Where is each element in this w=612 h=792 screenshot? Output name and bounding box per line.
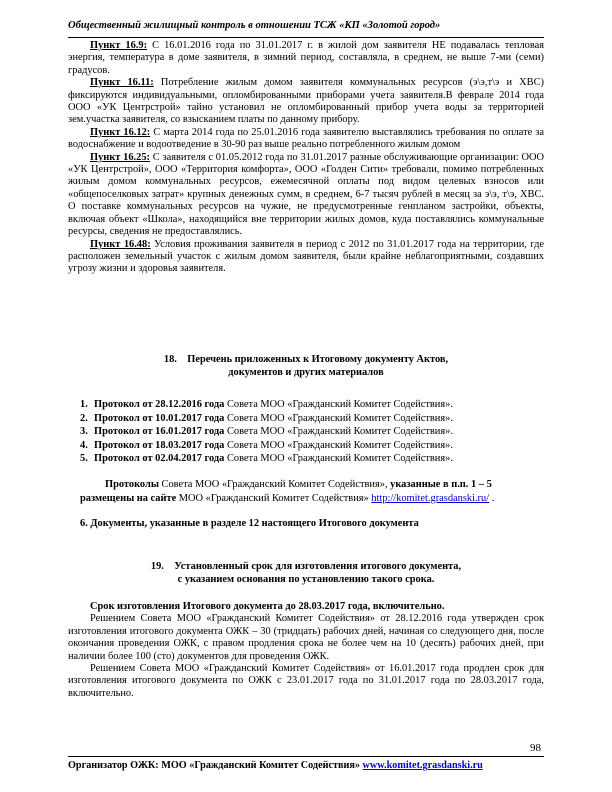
paragraph-16-12 <box>68 127 544 152</box>
list-item <box>80 412 544 426</box>
punkt-text: Условия проживания заявителя в период с 2012 по 31.01.2017 года на территории, где расположен земельный участок с жилым домом заявителя, были крайне неблагоприятными, создавших угрозу жизни и здоровья заявителя. <box>68 238 545 275</box>
protocols-list <box>80 398 544 466</box>
documents-line: 6. Документы, указанные в разделе 12 настоящего Итогового документа <box>80 518 419 529</box>
punkt-label: Пункт 16.12: <box>90 126 151 138</box>
punkt-text: С 16.01.2016 года по 31.01.2017 г. в жилой дом заявителя НЕ подавалась тепловая энергия, температура в доме заявителя, в зимний период, составляла, в среднем, не выше 7-ми (семи) градусов. <box>68 40 544 76</box>
protocol-issuer: Совета МОО «Гражданский Комитет Содействия». <box>224 426 453 438</box>
footer-text: Организатор ОЖК: МОО «Гражданский Комитет Содействия» <box>68 760 363 771</box>
punkt-label: Пункт 16.25: <box>90 151 150 163</box>
section-number: 19. <box>150 561 164 572</box>
protocol-date: Протокол от 10.01.2017 года <box>94 412 225 424</box>
punkt-label: Пункт 16.9: <box>90 40 148 51</box>
list-item <box>80 452 544 466</box>
note-text: МОО «Гражданский Комитет Содействия» <box>176 492 372 504</box>
protocol-date: Протокол от 02.04.2017 года <box>94 453 225 465</box>
page-footer <box>68 760 544 771</box>
punkt-label: Пункт 16.48: <box>90 238 151 250</box>
punkt-label: Пункт 16.11: <box>90 77 154 89</box>
protocol-issuer: Совета МОО «Гражданский Комитет Содействия». <box>224 453 453 465</box>
punkt-text: Потребление жилым домом заявителя коммунальных ресурсов (э\э,т\э и ХВС) фиксируются индивидуальными, опломбированными приборами учета заявителя.В феврале 2014 года ООО «УК Центрстрой» тайно установил не опломбированный прибор учета воды за территорией зем.участка заявителя, со взысканием платы по данному прибору. <box>68 77 544 126</box>
section-19-heading <box>68 560 544 586</box>
list-number: 2. <box>80 412 88 424</box>
section-title-line <box>68 560 544 573</box>
section-title-text: Перечень приложенных к Итоговому документу Актов, <box>187 354 449 365</box>
deadline-paragraph: Решением Совета МОО «Гражданский Комитет Содействия» от 28.12.2016 года утвержден срок изготовления итогового документа ОЖК – 30 (тридцать) рабочих дней, начиная со следующего дня, после окончания проведения ОЖК, с правом продления срока не более чем на 10 (десять) рабочих дней, при наличии более 100 (сто) документов для проведения ОЖК. <box>68 613 544 662</box>
komitet-site-link[interactable]: http://komitet.grasdanski.ru/ <box>371 492 490 504</box>
protocol-date: Протокол от 28.12.2016 года <box>94 399 225 410</box>
section-number: 18. <box>163 354 177 365</box>
paragraph-16-9 <box>68 40 544 77</box>
findings-section <box>68 40 544 276</box>
section-title-text: Установленный срок для изготовления итогового документа, <box>174 561 462 572</box>
protocol-issuer: Совета МОО «Гражданский Комитет Содействия». <box>224 439 453 451</box>
section-title-line: с указанием основания по установлению такого срока. <box>177 574 435 585</box>
footer-divider <box>68 756 544 757</box>
paragraph-16-48 <box>68 239 544 276</box>
protocol-issuer: Совета МОО «Гражданский Комитет Содействия». <box>224 399 453 410</box>
punkt-text: С марта 2014 года по 25.01.2016 года заявителю выставлялись требования по оплате за водоснабжение и водоотведение в 30-90 раз выше реально потребленного жилым домом <box>68 126 544 151</box>
list-number: 4. <box>80 439 88 451</box>
section-title-line <box>68 353 544 366</box>
page-number: 98 <box>530 742 541 754</box>
note-tail: . <box>489 492 495 504</box>
list-item <box>80 425 544 439</box>
list-number: 5. <box>80 453 88 465</box>
note-bold: указанные в п.п. 1 – 5 размещены на сайте <box>80 479 492 504</box>
note-text: Совета МОО «Гражданский Комитет Содействия», <box>158 479 388 490</box>
section-19-body <box>68 601 544 700</box>
list-item <box>80 439 544 453</box>
header-divider <box>68 37 544 38</box>
section-18-heading <box>68 353 544 379</box>
protocol-date: Протокол от 18.03.2017 года <box>94 439 225 451</box>
list-item <box>80 398 544 412</box>
deadline-paragraph: Решением Совета МОО «Гражданский Комитет Содействия» от 16.01.2017 года продлен срок для изготовления итогового документа по ОЖК с 23.01.2017 года по 31.01.2017 года по 28.03.2017 года, включительно. <box>68 663 544 699</box>
protocol-issuer: Совета МОО «Гражданский Комитет Содействия». <box>224 412 453 424</box>
page-header: Общественный жилищный контроль в отношении ТСЖ «КП «Золотой город» <box>68 20 441 31</box>
list-number: 1. <box>80 399 88 410</box>
paragraph-16-11 <box>68 77 544 127</box>
footer-site-link[interactable]: www.komitet.grasdanski.ru <box>362 760 483 771</box>
list-number: 3. <box>80 426 88 438</box>
section-title-line: документов и других материалов <box>228 367 384 378</box>
note-bold: Протоколы <box>105 479 159 490</box>
protocol-date: Протокол от 16.01.2017 года <box>94 426 225 438</box>
paragraph-16-25 <box>68 152 544 239</box>
protocols-note <box>80 478 544 505</box>
punkt-text: С заявителя с 01.05.2012 года по 31.01.2017 разные обслуживающие организации: ООО «УК Центрстрой», ООО «Территория комфорта», ООО «Голден Сити» требовали, помимо потребленных жилым домом коммунальных ресурсов, ежемесячной оплаты под видом целевых взносов или «общепоселковых затрат» крупных денежных сумм, в среднем, 6-7 тысяч рублей в месяц за э\э, т\э, ХВС. О поставке коммунальных ресурсов на чужие, не предусмотренные генпланом застройки, объекты, включая объект «Школа», находящийся вне территории жилых домов, куда поставлялись коммунальные ресурсы, сведения не предоставлялись. <box>68 151 544 238</box>
deadline-lead: Срок изготовления Итогового документа до 28.03.2017 года, включительно. <box>90 601 445 612</box>
